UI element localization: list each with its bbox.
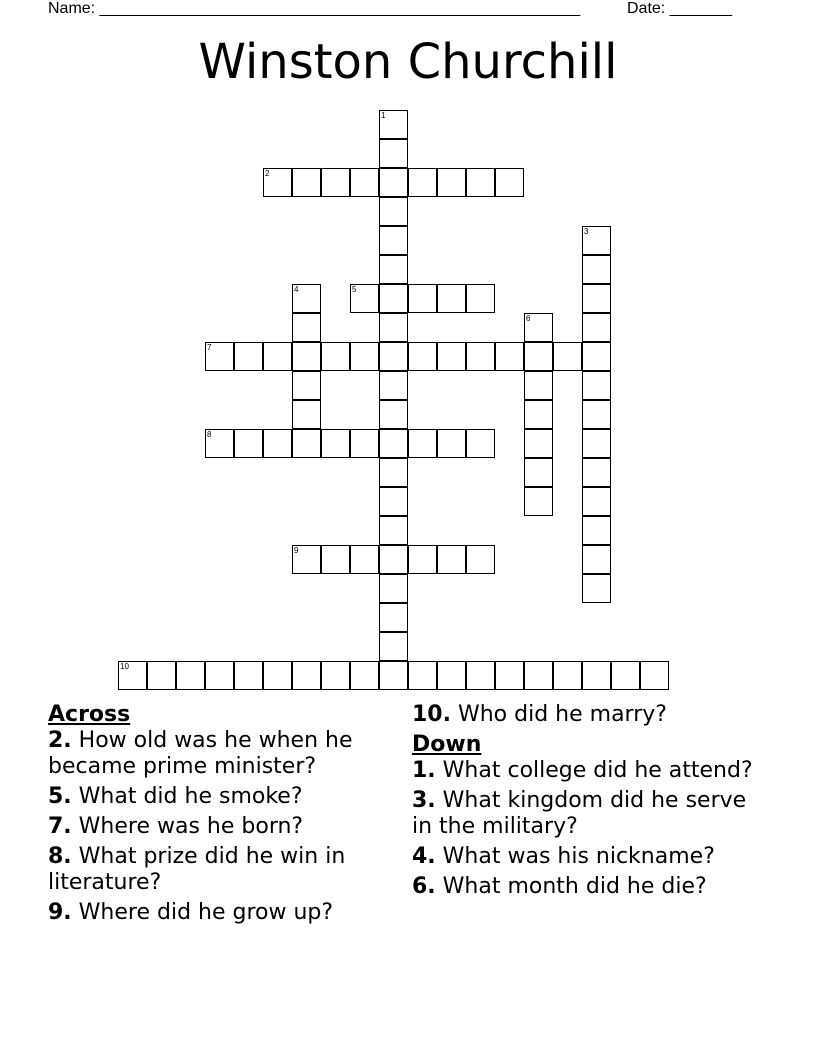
grid-cell[interactable] [379, 400, 408, 429]
grid-cell[interactable] [321, 661, 350, 690]
clue-down-4 [412, 844, 772, 870]
grid-cell[interactable] [205, 429, 234, 458]
cell-clue-number: 8 [207, 430, 212, 439]
clue-text: What prize did he win in literature? [48, 844, 346, 895]
grid-cell[interactable] [379, 255, 408, 284]
grid-cell[interactable] [379, 545, 408, 574]
grid-cell[interactable] [263, 429, 292, 458]
clue-text: What was his nickname? [442, 844, 715, 869]
clue-number: 7. [48, 814, 72, 839]
grid-cell[interactable] [466, 661, 495, 690]
grid-cell[interactable] [379, 429, 408, 458]
grid-cell[interactable] [408, 545, 437, 574]
grid-cell[interactable] [350, 342, 379, 371]
grid-cell[interactable] [582, 400, 611, 429]
grid-cell[interactable] [495, 168, 524, 197]
grid-cell[interactable] [321, 342, 350, 371]
grid-cell[interactable] [582, 342, 611, 371]
grid-cell[interactable] [379, 574, 408, 603]
grid-cell[interactable] [379, 226, 408, 255]
grid-cell[interactable] [466, 168, 495, 197]
grid-cell[interactable] [379, 458, 408, 487]
grid-cell[interactable] [350, 661, 379, 690]
clue-number: 5. [48, 784, 72, 809]
down-heading: Down [412, 732, 482, 757]
clue-number: 8. [48, 844, 72, 869]
clue-text: How old was he when he became prime minister? [48, 728, 353, 779]
grid-cell[interactable] [379, 487, 408, 516]
across-heading: Across [48, 702, 131, 727]
grid-cell[interactable] [292, 400, 321, 429]
clue-text: What kingdom did he serve in the military? [412, 788, 747, 839]
cell-clue-number: 1 [381, 111, 386, 120]
clue-number: 9. [48, 900, 72, 925]
grid-cell[interactable] [379, 342, 408, 371]
grid-cell[interactable] [379, 313, 408, 342]
grid-cell[interactable] [408, 342, 437, 371]
grid-cell[interactable] [205, 342, 234, 371]
grid-cell[interactable] [379, 516, 408, 545]
grid-cell[interactable] [524, 371, 553, 400]
grid-cell[interactable] [524, 458, 553, 487]
cell-clue-number: 5 [352, 285, 357, 294]
grid-cell[interactable] [292, 661, 321, 690]
grid-cell[interactable] [321, 168, 350, 197]
grid-cell[interactable] [582, 458, 611, 487]
clue-number: 1. [412, 758, 436, 783]
grid-cell[interactable] [379, 284, 408, 313]
grid-cell[interactable] [582, 545, 611, 574]
clue-text: Who did he marry? [457, 702, 667, 727]
grid-cell[interactable] [408, 661, 437, 690]
grid-cell[interactable] [437, 661, 466, 690]
clue-number: 3. [412, 788, 436, 813]
grid-cell[interactable] [582, 284, 611, 313]
grid-cell[interactable] [321, 429, 350, 458]
clue-text: Where did he grow up? [78, 900, 334, 925]
puzzle-title: Winston Churchill [198, 34, 618, 90]
grid-cell[interactable] [350, 284, 379, 313]
grid-cell[interactable] [234, 661, 263, 690]
grid-cell[interactable] [379, 110, 408, 139]
clue-across-9 [48, 900, 398, 926]
cell-clue-number: 6 [526, 314, 531, 323]
clue-number: 10. [412, 702, 451, 727]
cell-clue-number: 3 [584, 227, 589, 236]
grid-cell[interactable] [176, 661, 205, 690]
grid-cell[interactable] [466, 545, 495, 574]
grid-cell[interactable] [553, 342, 582, 371]
grid-cell[interactable] [205, 661, 234, 690]
grid-cell[interactable] [437, 342, 466, 371]
grid-cell[interactable] [524, 313, 553, 342]
clues-column-left [48, 702, 398, 930]
grid-cell[interactable] [611, 661, 640, 690]
grid-cell[interactable] [292, 545, 321, 574]
clue-down-1 [412, 758, 772, 784]
clue-text: What month did he die? [442, 874, 707, 899]
cell-clue-number: 10 [120, 662, 129, 671]
cell-clue-number: 4 [294, 285, 299, 294]
date-field-line[interactable]: Date: _______ [627, 0, 732, 17]
clue-down-3 [412, 788, 772, 840]
clue-text: Where was he born? [78, 814, 304, 839]
grid-cell[interactable] [582, 371, 611, 400]
grid-cell[interactable] [379, 661, 408, 690]
grid-cell[interactable] [495, 342, 524, 371]
grid-cell[interactable] [263, 168, 292, 197]
clues-column-right [412, 702, 772, 904]
clue-across-8 [48, 844, 398, 896]
cell-clue-number: 7 [207, 343, 212, 352]
clue-across-2 [48, 728, 398, 780]
grid-cell[interactable] [118, 661, 147, 690]
grid-cell[interactable] [524, 429, 553, 458]
grid-cell[interactable] [263, 661, 292, 690]
grid-cell[interactable] [524, 400, 553, 429]
clue-number: 2. [48, 728, 72, 753]
grid-cell[interactable] [582, 487, 611, 516]
cell-clue-number: 2 [265, 169, 270, 178]
grid-cell[interactable] [379, 139, 408, 168]
grid-cell[interactable] [234, 429, 263, 458]
grid-cell[interactable] [582, 429, 611, 458]
clue-text: What did he smoke? [78, 784, 303, 809]
grid-cell[interactable] [292, 284, 321, 313]
grid-cell[interactable] [582, 574, 611, 603]
grid-cell[interactable] [408, 168, 437, 197]
grid-cell[interactable] [408, 429, 437, 458]
grid-cell[interactable] [466, 342, 495, 371]
grid-cell[interactable] [379, 371, 408, 400]
clue-number: 4. [412, 844, 436, 869]
grid-cell[interactable] [292, 342, 321, 371]
grid-cell[interactable] [437, 284, 466, 313]
grid-cell[interactable] [437, 168, 466, 197]
cell-clue-number: 9 [294, 546, 299, 555]
clue-across-5 [48, 784, 398, 810]
grid-cell[interactable] [582, 661, 611, 690]
grid-cell[interactable] [553, 661, 582, 690]
grid-cell[interactable] [234, 342, 263, 371]
grid-cell[interactable] [350, 429, 379, 458]
grid-cell[interactable] [524, 487, 553, 516]
grid-cell[interactable] [408, 284, 437, 313]
clue-across-7 [48, 814, 398, 840]
grid-cell[interactable] [350, 545, 379, 574]
grid-cell[interactable] [292, 168, 321, 197]
grid-cell[interactable] [379, 168, 408, 197]
grid-cell[interactable] [524, 661, 553, 690]
grid-cell[interactable] [495, 661, 524, 690]
grid-cell[interactable] [379, 197, 408, 226]
grid-cell[interactable] [466, 284, 495, 313]
grid-cell[interactable] [437, 429, 466, 458]
name-field-line[interactable]: Name: ______________________________________________________ [48, 0, 581, 17]
clue-text: What college did he attend? [442, 758, 753, 783]
grid-cell[interactable] [437, 545, 466, 574]
grid-cell[interactable] [582, 516, 611, 545]
clue-across-10 [412, 702, 772, 728]
grid-cell[interactable] [292, 371, 321, 400]
grid-cell[interactable] [379, 632, 408, 661]
clue-number: 6. [412, 874, 436, 899]
grid-cell[interactable] [379, 603, 408, 632]
grid-cell[interactable] [466, 429, 495, 458]
grid-cell[interactable] [263, 342, 292, 371]
grid-cell[interactable] [350, 168, 379, 197]
grid-cell[interactable] [640, 661, 669, 690]
grid-cell[interactable] [524, 342, 553, 371]
grid-cell[interactable] [582, 255, 611, 284]
clue-down-6 [412, 874, 772, 900]
grid-cell[interactable] [147, 661, 176, 690]
grid-cell[interactable] [321, 545, 350, 574]
grid-cell[interactable] [582, 226, 611, 255]
grid-cell[interactable] [582, 313, 611, 342]
grid-cell[interactable] [292, 429, 321, 458]
grid-cell[interactable] [292, 313, 321, 342]
